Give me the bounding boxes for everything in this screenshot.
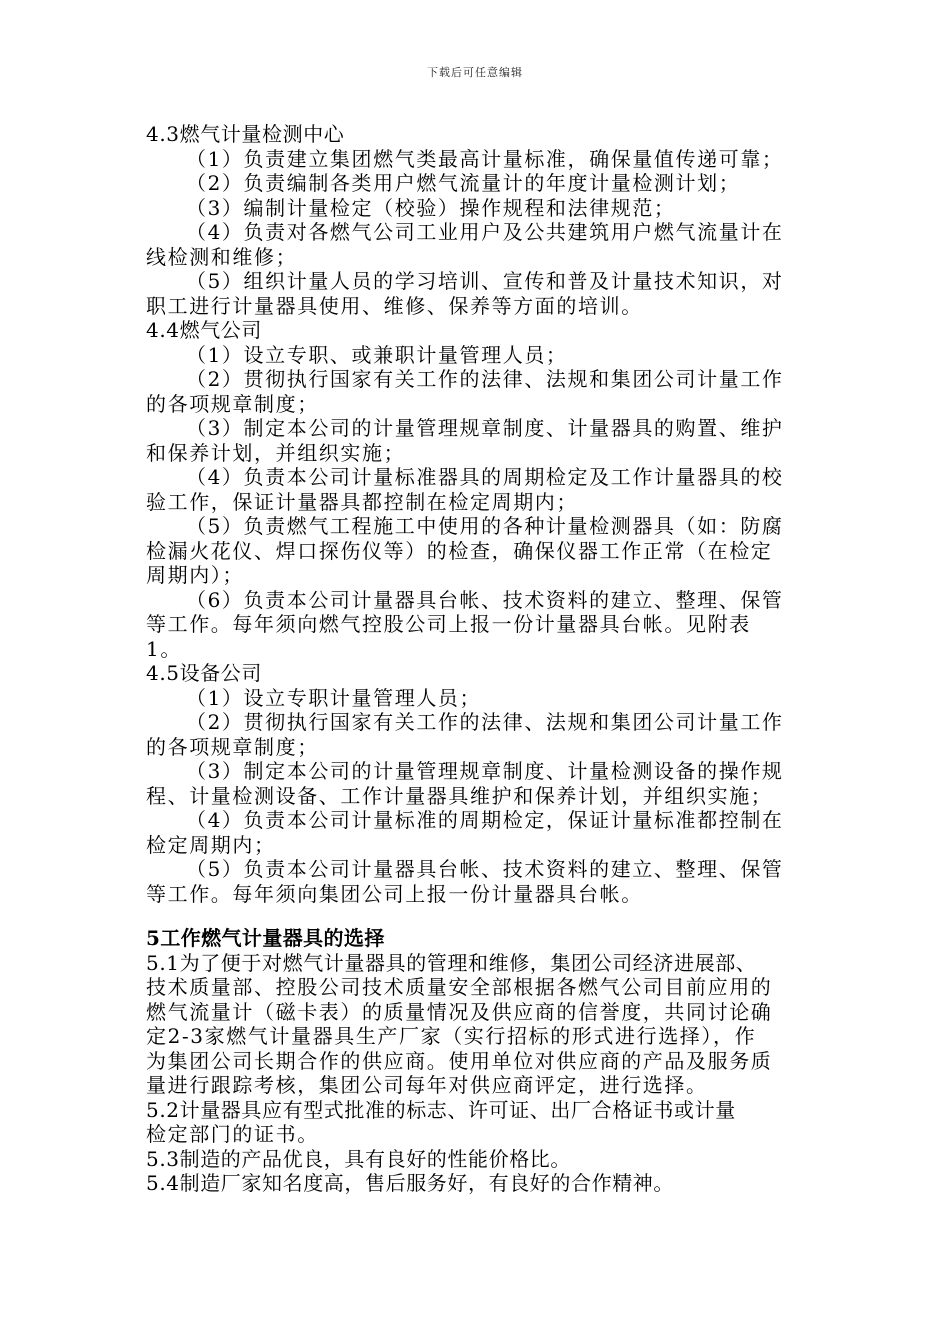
section-heading: 5工作燃气计量器具的选择 — [146, 926, 385, 950]
text-line: （5）负责本公司计量器具台帐、技术资料的建立、整理、保管 — [186, 857, 784, 881]
text-line: 和保养计划，并组织实施； — [146, 440, 406, 465]
text-line: 5.2计量器具应有型式批准的标志、许可证、出厂合格证书或计量 — [146, 1097, 736, 1122]
text-line: （5）组织计量人员的学习培训、宣传和普及计量技术知识，对 — [186, 269, 784, 293]
text-line: 5.1为了便于对燃气计量器具的管理和维修，集团公司经济进展部、 — [146, 950, 757, 975]
text-line: 检漏火花仪、焊口探伤仪等）的检查，确保仪器工作正常（在检定 — [146, 538, 773, 563]
text-line: （4）负责本公司计量标准的周期检定，保证计量标准都控制在 — [186, 808, 784, 832]
text-line: （5）负责燃气工程施工中使用的各种计量检测器具（如：防腐 — [186, 514, 784, 538]
text-line: 职工进行计量器具使用、维修、保养等方面的培训。 — [146, 293, 643, 318]
text-line: （3）编制计量检定（校验）操作规程和法律规范； — [186, 195, 676, 220]
text-line: （2）负责编制各类用户燃气流量计的年度计量检测计划； — [186, 171, 741, 195]
text-line: （1）负责建立集团燃气类最高计量标准，确保量值传递可靠； — [186, 146, 784, 171]
text-line: 4.5设备公司 — [146, 661, 263, 685]
text-line: 5.4制造厂家知名度高，售后服务好，有良好的合作精神。 — [146, 1171, 675, 1195]
text-line: 的各项规章制度； — [146, 734, 319, 759]
text-line: （6）负责本公司计量器具台帐、技术资料的建立、整理、保管 — [186, 587, 784, 612]
text-line: 检定周期内； — [146, 832, 276, 857]
text-line: （3）制定本公司的计量管理规章制度、计量检测设备的操作规 — [186, 759, 784, 783]
text-line: 燃气流量计（磁卡表）的质量情况及供应商的信誉度，共同讨论确 — [146, 999, 773, 1024]
text-line: （4）负责对各燃气公司工业用户及公共建筑用户燃气流量计在 — [186, 220, 784, 244]
text-line: （2）贯彻执行国家有关工作的法律、法规和集团公司计量工作 — [186, 710, 784, 734]
text-line: 周期内）； — [146, 563, 244, 587]
text-line: 等工作。每年须向燃气控股公司上报一份计量器具台帐。见附表 — [146, 612, 751, 636]
text-line: 定2-3家燃气计量器具生产厂家（实行招标的形式进行选择），作 — [146, 1024, 757, 1048]
text-line: 技术质量部、控股公司技术质量安全部根据各燃气公司目前应用的 — [146, 975, 773, 999]
blank-line — [146, 906, 810, 926]
text-line: 检定部门的证书。 — [146, 1122, 319, 1146]
text-line: （1）设立专职计量管理人员； — [186, 685, 482, 710]
text-line: 5.3制造的产品优良，具有良好的性能价格比。 — [146, 1146, 572, 1171]
text-line: 为集团公司长期合作的供应商。使用单位对供应商的产品及服务质 — [146, 1048, 773, 1073]
text-line: 的各项规章制度； — [146, 391, 319, 416]
text-line: 量进行跟踪考核，集团公司每年对供应商评定，进行选择。 — [146, 1073, 708, 1097]
text-line: 等工作。每年须向集团公司上报一份计量器具台帐。 — [146, 881, 643, 906]
text-line: （4）负责本公司计量标准器具的周期检定及工作计量器具的校 — [186, 465, 784, 489]
text-line: 1。 — [146, 636, 182, 661]
text-line: 线检测和维修； — [146, 244, 298, 269]
text-line: （1）设立专职、或兼职计量管理人员； — [186, 342, 568, 367]
text-line: 4.3燃气计量检测中心 — [146, 122, 345, 146]
document-body — [146, 122, 810, 1196]
text-line: 程、计量检测设备、工作计量器具维护和保养计划，并组织实施； — [146, 783, 773, 808]
text-line: 4.4燃气公司 — [146, 318, 263, 342]
text-line: （3）制定本公司的计量管理规章制度、计量器具的购置、维护 — [186, 416, 784, 440]
text-line: 验工作，保证计量器具都控制在检定周期内； — [146, 489, 578, 514]
text-line: （2）贯彻执行国家有关工作的法律、法规和集团公司计量工作 — [186, 367, 784, 391]
page-header: 下载后可任意编辑 — [427, 66, 523, 79]
